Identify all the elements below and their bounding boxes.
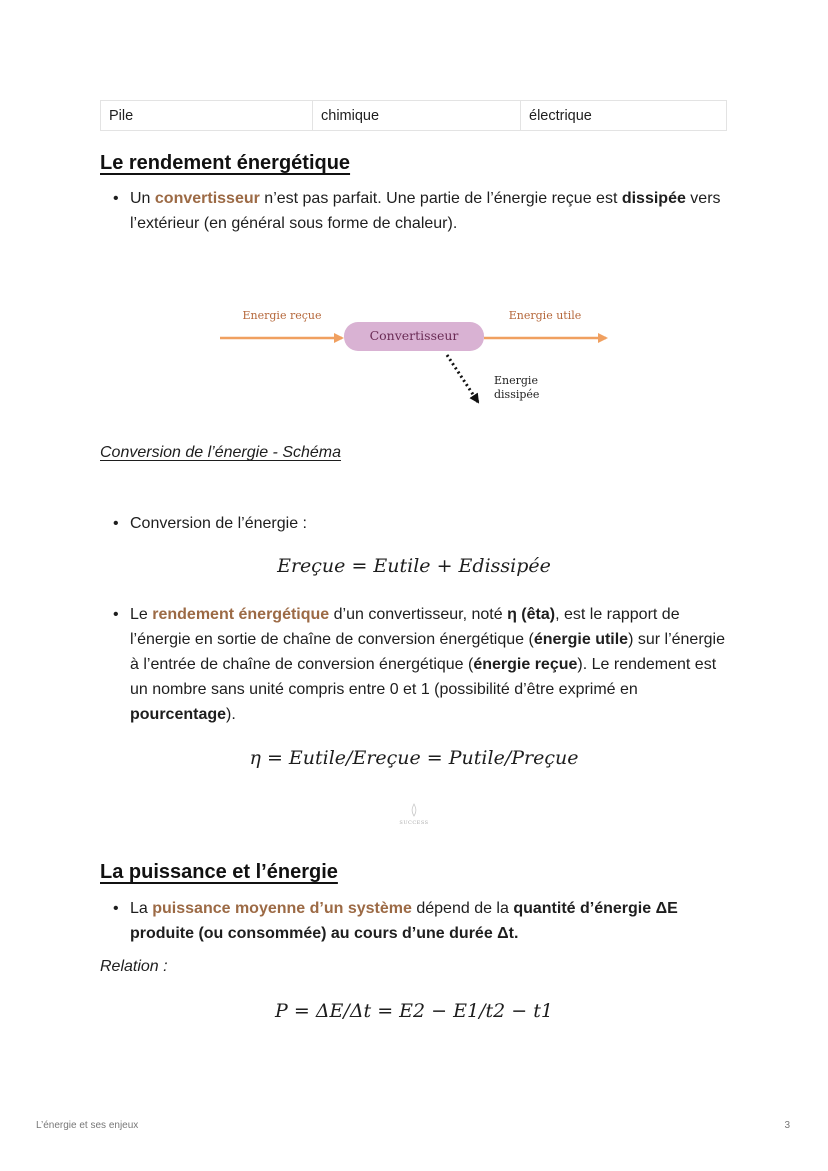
term-convertisseur: convertisseur (154, 190, 260, 207)
table-cell-input-energy: chimique (313, 101, 521, 131)
table-row (101, 101, 727, 131)
table-cell-output-energy: électrique (521, 101, 727, 131)
diagram-caption: Conversion de l’énergie - Schéma (100, 444, 342, 461)
input-energy-label: Energie reçue (242, 309, 322, 322)
paragraph-puissance: La puissance moyenne d’un système dépend de la quantité d’énergie ΔE produite (ou consommée) au cours d’une durée Δt. (130, 900, 678, 942)
watermark-text: SUCCESS (399, 820, 429, 826)
term-dissipee: dissipée (621, 190, 686, 207)
converter-label: Convertisseur (369, 328, 459, 343)
section-title-puissance: La puissance et l’énergie (100, 861, 338, 883)
dissipated-energy-label-line2: dissipée (494, 388, 540, 401)
energy-conversion-diagram (210, 295, 620, 415)
footer-document-title: L’énergie et ses enjeux (36, 1120, 139, 1131)
term-energie-recue: énergie reçue (473, 656, 578, 673)
conversion-table (100, 100, 727, 131)
paragraph-conversion: Conversion de l’énergie : (130, 515, 307, 532)
term-quantite-energie: quantité d’énergie ΔE produite (ou consommée) au cours d’une durée Δt. (130, 900, 678, 942)
output-energy-label: Energie utile (508, 309, 582, 322)
bullet-dot: • (113, 606, 119, 623)
formula-efficiency: η = Eutile/Ereçue = Putile/Preçue (249, 747, 579, 769)
table-cell-converter: Pile (101, 101, 313, 131)
watermark-flame-icon (398, 803, 430, 817)
paragraph-rendement: Le rendement énergétique d’un convertisseur, noté η (êta), est le rapport de l’énergie en sortie de chaîne de conversion énergétique (énergie utile) sur l’énergie à l’entrée de chaîne de conversion énergétique (énergie reçue). Le rendement est un nombre sans unité compris entre 0 et 1 (possibilité d’être exprimé en pourcentage). (130, 606, 726, 723)
dissipated-energy-label-line1: Energie (494, 374, 538, 387)
relation-label: Relation : (100, 958, 168, 975)
bullet-dot: • (113, 515, 119, 532)
term-energie-utile: énergie utile (533, 631, 629, 648)
term-eta: η (êta) (507, 606, 556, 623)
term-rendement: rendement énergétique (152, 606, 330, 623)
section-title-rendement: Le rendement énergétique (100, 152, 351, 174)
bullet-dot: • (113, 900, 119, 917)
paragraph-convertisseur: Un convertisseur n’est pas parfait. Une partie de l’énergie reçue est dissipée vers l’extérieur (en général sous forme de chaleur). (130, 190, 721, 232)
footer-page-number: 3 (784, 1120, 790, 1131)
term-puissance-moyenne: puissance moyenne d’un système (152, 900, 412, 917)
dissipated-energy-arrow (447, 355, 478, 402)
formula-energy-conservation: Ereçue = Eutile + Edissipée (277, 555, 551, 577)
term-pourcentage: pourcentage (130, 706, 227, 723)
formula-power: P = ΔE/Δt = E2 − E1/t2 − t1 (275, 1000, 553, 1022)
bullet-dot: • (113, 190, 119, 207)
watermark-logo (398, 803, 430, 826)
